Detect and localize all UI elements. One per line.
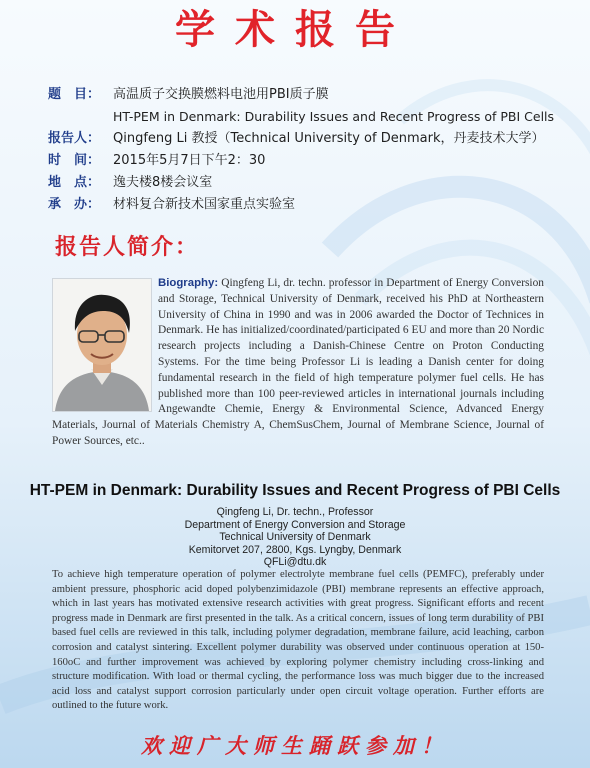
info-label-topic: 题 目： (48, 87, 101, 102)
info-value-topic: 高温质子交换膜燃料电池用PBI质子膜 (113, 87, 329, 102)
author-address: Kemitorvet 207, 2800, Kgs. Lyngby, Denmark (188, 543, 402, 556)
info-row-topic-english (48, 106, 583, 128)
talk-title: HT-PEM in Denmark: Durability Issues and Recent Progress of PBI Cells (29, 482, 561, 499)
info-row-location (48, 172, 583, 194)
photo-spacer (52, 276, 158, 412)
author-name: Qingfeng Li, Dr. techn., Professor (216, 506, 374, 518)
info-value-location: 逸夫楼8楼会议室 (113, 175, 213, 190)
speaker-biography (52, 276, 544, 450)
author-university: Technical University of Denmark (219, 531, 371, 544)
info-label-organizer: 承 办： (48, 197, 101, 212)
info-value-speaker: Qingfeng Li 教授（Technical University of Denmark，丹麦技术大学） (113, 131, 545, 146)
biography-text: Qingfeng Li, dr. techn. professor in Department of Energy Conversion and Storage, Technical University of Denmark, received his PhD at Northeastern University of China in 1990 and was in 2006 awarded the Doctor of Technices in Denmark. He has initialized/coordinated/participated 6 EU and more than 20 Nordic research projects including a Danish-Chinese Centre on Proton Conducting Systems. For the time being Professor Li is leading a Danish center for doing fundamental research in the field of high temperature polymer fuel cells. He has published more than 100 peer-reviewed articles in international journals including Angewandte Chemie, Energy & Environmental Science, Advanced Energy Materials, Journal of Materials Chemistry A, ChemSusChem, Journal of Membrane Science, Journal of Power Sources, etc.. (52, 277, 544, 447)
info-row-time (48, 150, 583, 172)
info-label-speaker: 报告人： (48, 131, 101, 146)
welcome-slogan: 欢迎广大师生踊跃参加！ (141, 733, 449, 758)
speaker-profile-heading: 报告人简介： (55, 234, 200, 260)
author-department: Department of Energy Conversion and Storage (184, 518, 406, 531)
info-row-topic (48, 84, 583, 106)
author-block (0, 506, 590, 569)
author-email: QFLi@dtu.dk (263, 556, 327, 569)
info-value-organizer: 材料复合新技术国家重点实验室 (113, 197, 296, 212)
info-row-organizer (48, 194, 583, 216)
info-value-time: 2015年5月7日下午2：30 (113, 153, 266, 168)
info-row-speaker (48, 128, 583, 150)
info-value-topic-english: HT-PEM in Denmark: Durability Issues and Recent Progress of PBI Cells (113, 109, 555, 124)
page-title: 学术报告 (175, 6, 415, 53)
info-label-time: 时 间： (48, 153, 101, 168)
talk-abstract: To achieve high temperature operation of polymer electrolyte membrane fuel cells (PEMFC), preferably under ambient pressure, phosphoric acid doped polybenzimidazole (PBI) membrane represents an effective approach, which in last years has motivated extensive research activities with great progress. Significant efforts and recent progress made in Denmark are first presented in the talk. As a critical concern, issues of long term durability of PBI based fuel cells are reviewed in this talk, including polymer degradation, membrane failure, acid leaching, carbon corrosion and catalyst sintering. Excellent polymer durability was observed under continuous operation at 150-160oC and further improvement was achieved by exploring polymer chemistry including cross-linking and structure modification. With load or thermal cycling, the performance loss was much bigger due to the increased acid loss and catalyst support corrosion particularly under open circuit voltage operation. Further efforts are outlined to the future work. (52, 569, 544, 712)
talk-info-block (48, 84, 583, 216)
info-label-location: 地 点： (48, 175, 101, 190)
biography-label: Biography: (158, 277, 219, 289)
